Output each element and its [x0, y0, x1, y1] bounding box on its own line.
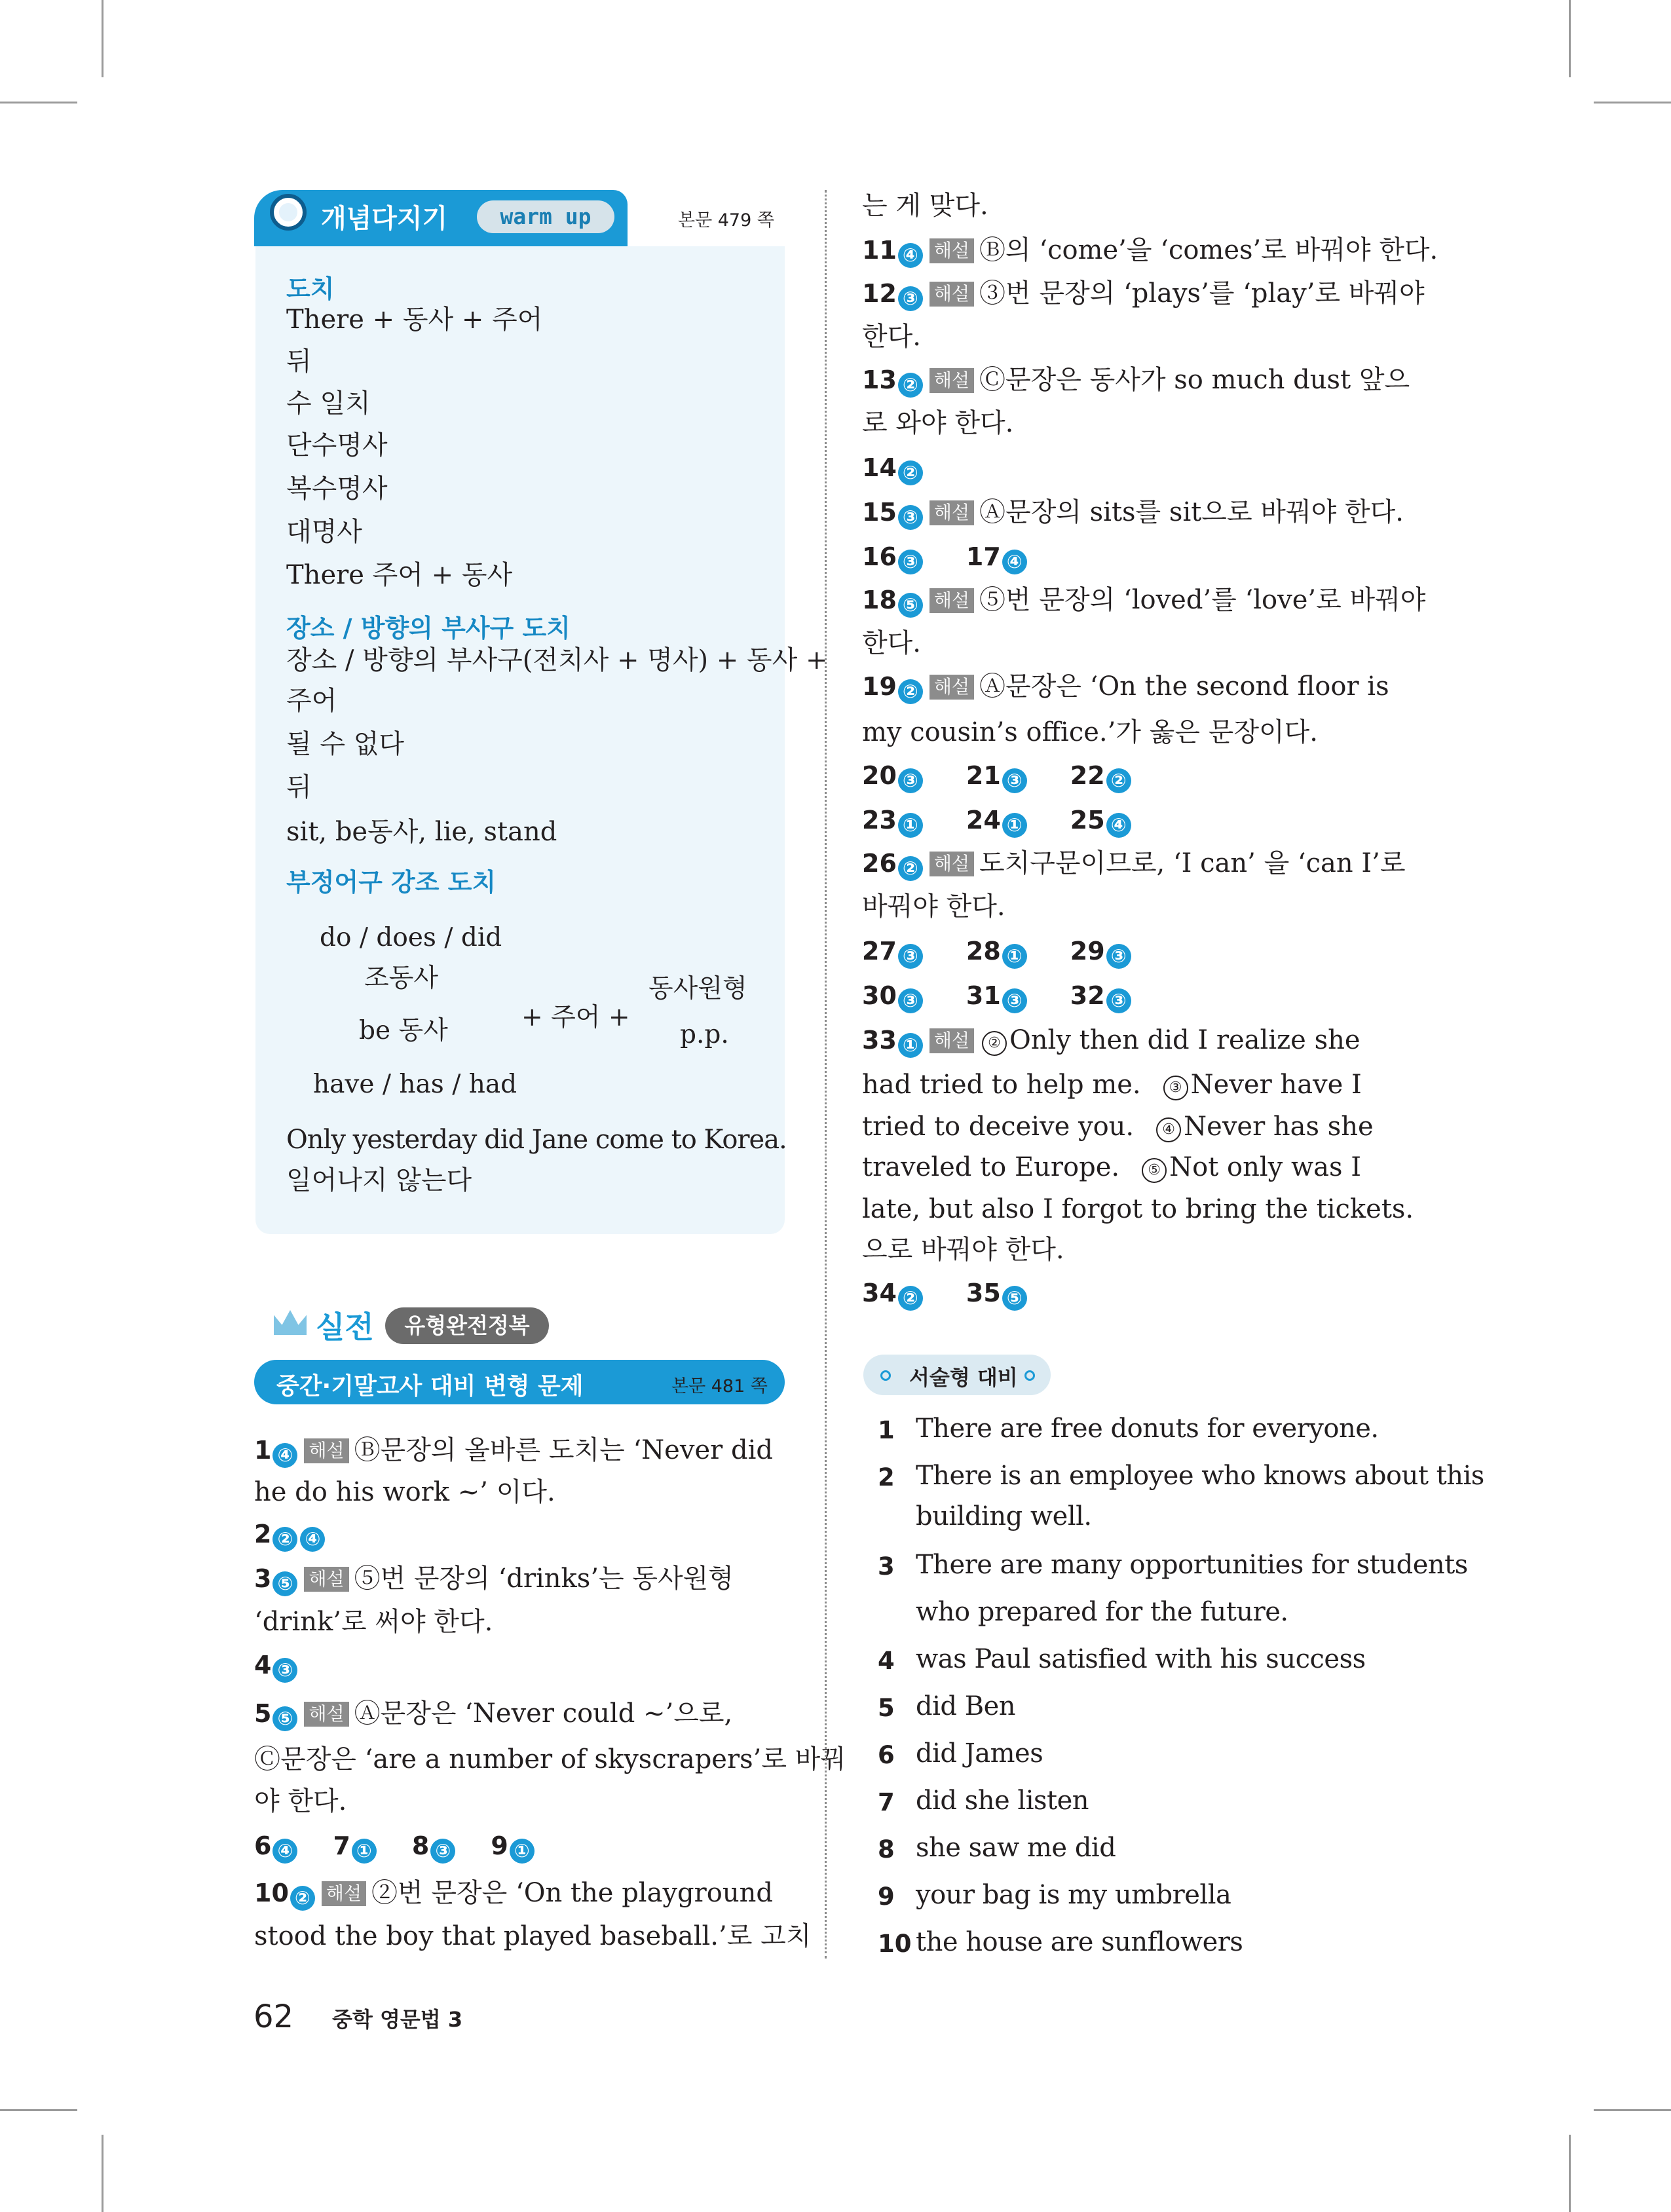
verb-pp: p.p.: [680, 1020, 729, 1049]
essay-label: 서술형 대비: [909, 1365, 1018, 1390]
answer-num: 17: [966, 542, 1001, 571]
answer-text: Ⓑ문장의 올바른 도치는 ‘Never did: [354, 1435, 773, 1465]
answer-num: 35: [966, 1279, 1001, 1307]
answer-circle: ③: [898, 944, 923, 969]
answer-circle: ③: [1002, 988, 1027, 1013]
answer-num: 28: [966, 937, 1001, 965]
answer-text: 도치구문이므로, ‘I can’ 을 ‘can I’로: [979, 848, 1406, 878]
warmup-heading: 장소 / 방향의 부사구 도치: [286, 614, 571, 643]
book-title: 중학 영문법 3: [332, 2007, 463, 2032]
answer-num: 2: [254, 1520, 272, 1548]
answer-num: 18: [862, 586, 897, 614]
essay-num: 2: [878, 1463, 895, 1491]
answer-27-29: [862, 935, 1133, 969]
choice-circle: ⑤: [1142, 1158, 1167, 1183]
answer-13: [862, 364, 1410, 398]
essay-text: There are free donuts for everyone.: [916, 1414, 1379, 1444]
warmup-page-ref: 본문 479 쪽: [678, 210, 774, 231]
aux-have: have / has / had: [313, 1070, 517, 1099]
answer-circle: ③: [430, 1839, 455, 1864]
answer-num: 6: [254, 1831, 272, 1860]
answer-text: tried to deceive you.: [862, 1112, 1135, 1142]
aux-be: be 동사: [359, 1016, 448, 1045]
warmup-line: There + 동사 + 주어: [286, 305, 543, 335]
answer-16-17: [862, 541, 1028, 574]
choice-circle: ③: [1163, 1076, 1188, 1100]
answer-num: 27: [862, 937, 897, 965]
answer-text: Only then did I realize she: [1009, 1025, 1361, 1055]
essay-text-cont: who prepared for the future.: [916, 1597, 1288, 1627]
warmup-line: 뒤: [286, 347, 312, 377]
answer-num: 5: [254, 1699, 272, 1728]
answer-circle: ④: [898, 243, 923, 268]
crown-icon: [274, 1310, 307, 1335]
essay-num: 8: [878, 1835, 895, 1864]
crop-mark: [1594, 2109, 1671, 2111]
warmup-line: There 주어 + 동사: [286, 560, 513, 590]
answer-33-line2: [862, 1069, 1362, 1100]
verb-base: 동사원형: [648, 974, 747, 1003]
essay-num: 4: [878, 1647, 895, 1675]
crop-mark: [0, 102, 77, 103]
answer-30-32: [862, 980, 1133, 1013]
answer-33: [862, 1024, 1361, 1058]
answer-circle: ②: [898, 856, 923, 881]
aux-label: 조동사: [364, 964, 439, 993]
warmup-line: 될 수 없다: [286, 729, 404, 759]
answer-1-cont: he do his work ~’ 이다.: [254, 1477, 555, 1507]
essay-num: 6: [878, 1741, 895, 1769]
warmup-line: 장소 / 방향의 부사구(전치사 + 명사) + 동사 +: [286, 645, 828, 675]
answer-circle: ③: [898, 768, 923, 793]
answer-10-cont: stood the boy that played baseball.’로 고치: [254, 1921, 812, 1951]
answer-num: 29: [1070, 937, 1105, 965]
answer-text: Ⓐ문장의 sits를 sit으로 바꿔야 한다.: [979, 497, 1404, 527]
answer-circle: ①: [352, 1839, 377, 1864]
essay-text-cont: building well.: [916, 1501, 1092, 1531]
essay-num: 5: [878, 1694, 895, 1722]
crop-mark: [0, 2109, 77, 2111]
warmup-line: 주어: [286, 686, 337, 716]
haeseol-badge: 해설: [929, 500, 974, 525]
answer-12: [862, 278, 1425, 311]
haeseol-badge: 해설: [929, 1028, 974, 1053]
haeseol-badge: 해설: [929, 675, 974, 700]
essay-num: 9: [878, 1883, 895, 1911]
answer-18-cont: 한다.: [862, 628, 921, 658]
essay-num: 10: [878, 1930, 912, 1958]
answer-text: ⑤번 문장의 ‘loved’를 ‘love’로 바꿔야: [979, 585, 1426, 615]
essay-num: 3: [878, 1552, 895, 1581]
answer-num: 4: [254, 1651, 272, 1679]
answer-23-25: [862, 804, 1133, 838]
answer-num: 9: [491, 1831, 508, 1860]
answer-text: ③번 문장의 ‘plays’를 ‘play’로 바꿔야: [979, 278, 1425, 309]
answer-13-cont: 로 와야 한다.: [862, 408, 1014, 438]
answer-num: 33: [862, 1026, 897, 1055]
essay-text: There are many opportunities for students: [916, 1550, 1468, 1580]
answer-circle: ④: [300, 1527, 325, 1552]
answer-num: 21: [966, 761, 1001, 790]
answer-circle: ④: [1106, 813, 1131, 838]
answer-text: Not only was I: [1169, 1152, 1362, 1182]
answer-15: [862, 497, 1404, 530]
answer-6-9: [254, 1830, 536, 1864]
answer-circle: ③: [898, 550, 923, 574]
essay-text: she saw me did: [916, 1833, 1116, 1863]
answer-19-cont: my cousin’s office.’가 옳은 문장이다.: [862, 717, 1318, 747]
dot-icon: [1024, 1370, 1035, 1381]
answer-num: 7: [333, 1831, 350, 1860]
answer-num: 19: [862, 672, 897, 701]
answer-num: 30: [862, 981, 897, 1010]
essay-text: your bag is my umbrella: [916, 1880, 1231, 1910]
answer-19: [862, 671, 1389, 704]
answer-num: 22: [1070, 761, 1105, 790]
answer-num: 31: [966, 981, 1001, 1010]
practice-badge: 유형완전정복: [385, 1307, 549, 1344]
crop-mark: [102, 0, 103, 77]
answer-circle: ②: [272, 1527, 297, 1552]
answer-num: 1: [254, 1436, 272, 1465]
warmup-line: 대명사: [286, 517, 362, 547]
answer-circle: ②: [898, 679, 923, 704]
practice-bar-title: 중간·기말고사 대비 변형 문제: [276, 1373, 584, 1400]
aux-do: do / does / did: [320, 923, 502, 952]
answer-11: [862, 234, 1438, 268]
answer-num: 34: [862, 1279, 897, 1307]
crop-mark: [1569, 0, 1571, 77]
answer-num: 24: [966, 806, 1001, 834]
answer-num: 13: [862, 366, 897, 394]
answer-num: 32: [1070, 981, 1105, 1010]
answer-circle: ②: [1106, 768, 1131, 793]
answer-12-cont: 한다.: [862, 322, 921, 352]
answer-circle: ④: [272, 1443, 297, 1468]
practice-bar-ref: 본문 481 쪽: [671, 1376, 768, 1397]
answer-26: [862, 848, 1406, 881]
answer-text: ②번 문장은 ‘On the playground: [371, 1878, 773, 1908]
answer-num: 12: [862, 279, 897, 308]
essay-text: There is an employee who knows about this: [916, 1461, 1484, 1491]
answer-circle: ①: [1002, 813, 1027, 838]
essay-text: did Ben: [916, 1691, 1016, 1721]
answer-5: [254, 1698, 732, 1731]
answer-5-cont: 야 한다.: [254, 1786, 347, 1816]
warmup-heading: 도치: [286, 274, 335, 303]
answer-circle: ②: [290, 1886, 315, 1911]
answer-circle: ③: [898, 988, 923, 1013]
answer-circle: ⑤: [898, 593, 923, 618]
haeseol-badge: 해설: [929, 238, 974, 263]
haeseol-badge: 해설: [304, 1702, 348, 1727]
answer-circle: ③: [898, 505, 923, 530]
answer-circle: ③: [1106, 944, 1131, 969]
haeseol-badge: 해설: [322, 1881, 366, 1906]
answer-num: 11: [862, 236, 897, 265]
essay-text: did James: [916, 1738, 1043, 1769]
answer-circle: ⑤: [272, 1706, 297, 1731]
dot-icon: [880, 1370, 891, 1381]
answer-num: 10: [254, 1879, 289, 1907]
answer-10-end: 는 게 맞다.: [862, 191, 988, 221]
answer-circle: ①: [898, 813, 923, 838]
warmup-heading: 부정어구 강조 도치: [286, 868, 497, 897]
answer-2: [254, 1518, 326, 1552]
magnifier-icon: [270, 194, 307, 231]
haeseol-badge: 해설: [304, 1438, 348, 1463]
answer-20-22: [862, 760, 1133, 793]
essay-text: the house are sunflowers: [916, 1927, 1243, 1957]
answer-num: 16: [862, 542, 897, 571]
warmup-line: 복수명사: [286, 474, 388, 504]
answer-3-cont: ‘drink’로 써야 한다.: [254, 1607, 493, 1637]
essay-text: was Paul satisfied with his success: [916, 1644, 1366, 1674]
warmup-line: sit, be동사, lie, stand: [286, 817, 557, 847]
answer-text: Ⓒ문장은 동사가 so much dust 앞으: [979, 365, 1410, 395]
answer-text: had tried to help me.: [862, 1070, 1141, 1100]
warmup-title: 개념다지기: [321, 204, 448, 234]
answer-num: 15: [862, 498, 897, 527]
crop-mark: [102, 2135, 103, 2212]
answer-circle: ③: [1106, 988, 1131, 1013]
answer-circle: ①: [898, 1033, 923, 1058]
answer-14: [862, 452, 924, 485]
warmup-example: Only yesterday did Jane come to Korea.: [286, 1125, 787, 1155]
warmup-line: 단수명사: [286, 430, 388, 460]
answer-circle: ②: [898, 1286, 923, 1311]
answer-33-line6: 으로 바꿔야 한다.: [862, 1235, 1064, 1265]
answer-text: Ⓐ문장은 ‘Never could ~’으로,: [354, 1698, 733, 1729]
answer-circle: ①: [510, 1839, 535, 1864]
practice-title: 실전: [316, 1309, 374, 1345]
answer-circle: ①: [1002, 944, 1027, 969]
answer-circle: ②: [898, 373, 923, 398]
answer-text: traveled to Europe.: [862, 1152, 1120, 1182]
warmup-line: 뒤: [286, 772, 312, 802]
answer-33-line5: late, but also I forgot to bring the tickets.: [862, 1194, 1414, 1224]
column-divider: [825, 190, 827, 1959]
answer-text: Ⓑ의 ‘come’을 ‘comes’로 바꿔야 한다.: [979, 235, 1438, 265]
answer-num: 26: [862, 849, 897, 878]
answer-text: ⑤번 문장의 ‘drinks’는 동사원형: [354, 1564, 734, 1594]
answer-18: [862, 584, 1425, 618]
answer-circle: ③: [272, 1658, 297, 1683]
crop-mark: [1569, 2135, 1571, 2212]
answer-circle: ⑤: [1002, 1286, 1027, 1311]
crop-mark: [1594, 102, 1671, 103]
haeseol-badge: 해설: [929, 588, 974, 613]
haeseol-badge: 해설: [929, 368, 974, 393]
subject-plus: + 주어 +: [521, 1003, 630, 1032]
answer-5-cont: Ⓒ문장은 ‘are a number of skyscrapers’로 바꿔: [254, 1744, 846, 1774]
answer-num: 3: [254, 1564, 272, 1593]
answer-26-cont: 바꿔야 한다.: [862, 891, 1005, 922]
answer-circle: ②: [898, 460, 923, 485]
answer-1: [254, 1434, 773, 1468]
answer-num: 25: [1070, 806, 1105, 834]
answer-text: Ⓐ문장은 ‘On the second floor is: [979, 671, 1389, 702]
choice-circle: ④: [1156, 1117, 1181, 1142]
answer-10: [254, 1877, 773, 1911]
warmup-last: 일어나지 않는다: [286, 1165, 472, 1195]
answer-4: [254, 1649, 299, 1683]
warmup-line: 수 일치: [286, 388, 371, 419]
answer-num: 14: [862, 453, 897, 482]
haeseol-badge: 해설: [929, 852, 974, 876]
answer-circle: ③: [1002, 768, 1027, 793]
answer-33-line4: [862, 1152, 1361, 1183]
choice-circle: ②: [982, 1031, 1007, 1056]
answer-33-line3: [862, 1111, 1374, 1142]
answer-3: [254, 1563, 734, 1596]
answer-34-35: [862, 1277, 1028, 1311]
answer-circle: ⑤: [272, 1571, 297, 1596]
essay-num: 7: [878, 1788, 895, 1816]
page-number: 62: [253, 1998, 294, 2035]
warmup-badge: warm up: [477, 200, 614, 233]
answer-circle: ④: [1002, 550, 1027, 574]
answer-num: 8: [411, 1831, 430, 1860]
haeseol-badge: 해설: [929, 282, 974, 307]
answer-circle: ④: [272, 1839, 297, 1864]
essay-num: 1: [878, 1416, 895, 1444]
haeseol-badge: 해설: [304, 1567, 348, 1592]
answer-text: Never have I: [1190, 1070, 1362, 1100]
answer-circle: ③: [898, 286, 923, 311]
answer-num: 23: [862, 806, 897, 834]
answer-text: Never has she: [1184, 1112, 1374, 1142]
answer-num: 20: [862, 761, 897, 790]
essay-text: did she listen: [916, 1786, 1089, 1816]
